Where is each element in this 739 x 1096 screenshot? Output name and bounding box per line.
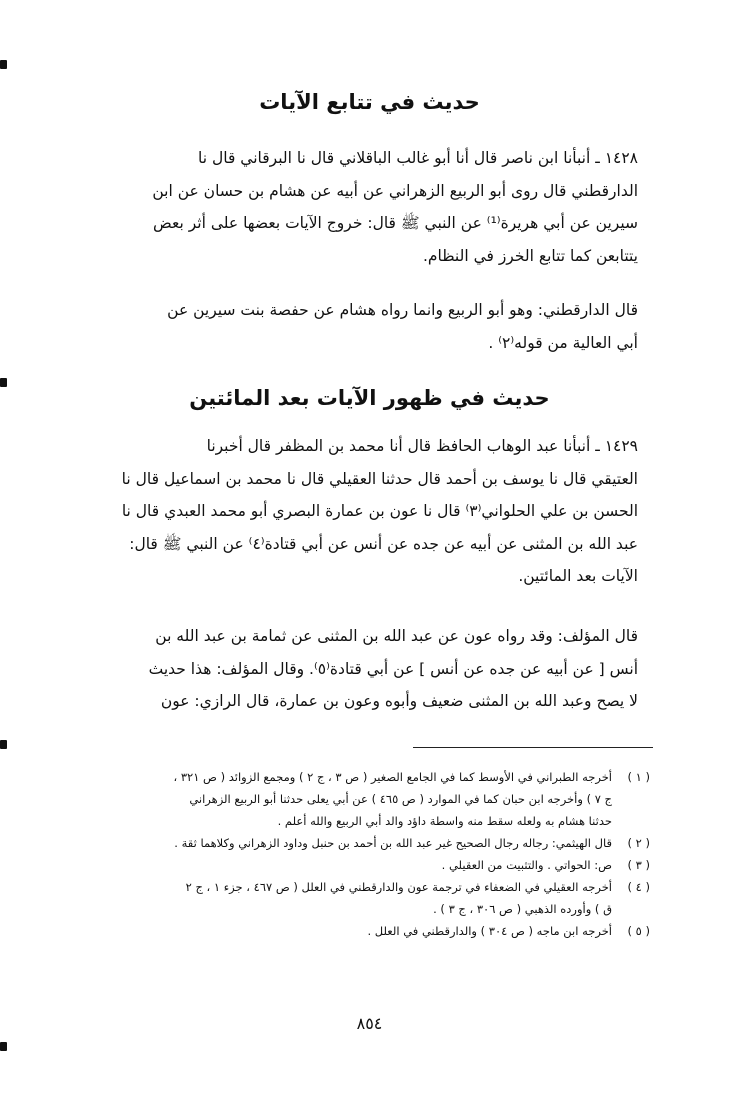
- text-line: ١٤٢٨ ـ أنبأنا ابن ناصر قال أنا أبو غالب الباقلاني قال نا البرقاني قال نا: [198, 149, 638, 167]
- margin-mark: [0, 740, 7, 749]
- text-line: العتيقي قال نا يوسف بن أحمد قال حدثنا العقيلي قال نا محمد بن اسماعيل قال نا: [121, 469, 638, 488]
- footnote: [80, 876, 650, 920]
- footnote-line: حدثنا هشام به ولعله سقط منه واسطة داؤد والد أبي الربيع والله أعلم .: [277, 814, 612, 828]
- footnote-number: ( ٢ ): [627, 836, 650, 850]
- footnote: [80, 766, 650, 832]
- margin-mark: [0, 1042, 7, 1051]
- footnote: [80, 854, 650, 876]
- footnote: [80, 920, 650, 942]
- daraqutni-comment: [96, 294, 638, 359]
- footnote-number: ( ٥ ): [627, 924, 650, 938]
- text-line: عبد الله بن المثنى عن أبيه عن جده عن أنس عن أبي قتادة⁽٤⁾ عن النبي ﷺ قال:: [129, 534, 638, 553]
- text-line: الحسن بن علي الحلواني⁽٣⁾ قال نا عون بن عمارة البصري أبو محمد العبدي قال نا: [121, 502, 638, 520]
- text-line: أنس [ عن أبيه عن جده عن أنس ] عن أبي قتادة⁽٥⁾. وقال المؤلف: هذا حديث: [148, 659, 638, 678]
- hadith-1428: [96, 142, 638, 272]
- footnote-line: أخرجه ابن ماجه ( ص ٣٠٤ ) والدارقطني في العلل .: [367, 924, 612, 938]
- text-line: قال المؤلف: وقد رواه عون عن عبد الله بن المثنى عن ثمامة بن عبد الله بن: [155, 627, 638, 645]
- page-number: ٨٥٤: [356, 1014, 383, 1033]
- footnote-number: ( ١ ): [627, 770, 650, 784]
- section-heading-2: حديث في ظهور الآيات بعد المائتين: [189, 386, 550, 410]
- footnote-number: ( ٣ ): [627, 858, 650, 872]
- footnote-divider: [413, 747, 653, 748]
- section-heading-1: حديث في تتابع الآيات: [259, 90, 480, 114]
- footnote: [80, 832, 650, 854]
- margin-mark: [0, 60, 7, 69]
- text-line: ١٤٢٩ ـ أنبأنا عبد الوهاب الحافظ قال أنا محمد بن المظفر قال أخبرنا: [206, 437, 638, 455]
- text-line: الآيات بعد المائتين.: [518, 567, 638, 585]
- footnote-line: ص: الحواتي . والتثبيت من العقيلي .: [441, 858, 612, 872]
- footnote-line: قال الهيثمي: رجاله رجال الصحيح غير عبد الله بن أحمد بن حنبل وداود الزهراني وكلاهما ثقة .: [174, 836, 612, 850]
- footnotes: [80, 766, 650, 942]
- footnote-line: أخرجه الطبراني في الأوسط كما في الجامع الصغير ( ص ٣ ، ج ٢ ) ومجمع الزوائد ( ص ٣٢١ ،: [173, 770, 612, 784]
- text-line: يتتابعن كما تتابع الخرز في النظام.: [422, 246, 638, 265]
- text-line: أبي العالية من قوله⁽٢⁾ .: [488, 333, 638, 352]
- author-comment: [96, 620, 638, 718]
- hadith-1429: [96, 430, 638, 593]
- text-line: الدارقطني قال روى أبو الربيع الزهراني عن أبيه عن هشام بن حسان عن ابن: [152, 181, 638, 200]
- footnote-line: أخرجه العقيلي في الضعفاء في ترجمة عون والدارقطني في العلل ( ص ٤٦٧ ، جزء ١ ، ج ٢: [185, 880, 612, 894]
- footnote-line: ق ) وأورده الذهبي ( ص ٣٠٦ ، ج ٣ ) .: [433, 902, 612, 916]
- footnote-line: ج ٧ ) وأخرجه ابن حبان كما في الموارد ( ص ٤٦٥ ) عن أبي يعلى حدثنا أبو الربيع الزهراني: [189, 792, 612, 806]
- text-line: لا يصح وعبد الله بن المثنى ضعيف وأبوه وعون بن عمارة، قال الرازي: عون: [160, 692, 638, 710]
- text-line: قال الدارقطني: وهو أبو الربيع وانما رواه هشام عن حفصة بنت سيرين عن: [167, 301, 638, 319]
- text-line: سيرين عن أبي هريرة⁽¹⁾ عن النبي ﷺ قال: خروج الآيات بعضها على أثر بعض: [153, 214, 638, 232]
- footnote-number: ( ٤ ): [627, 880, 650, 894]
